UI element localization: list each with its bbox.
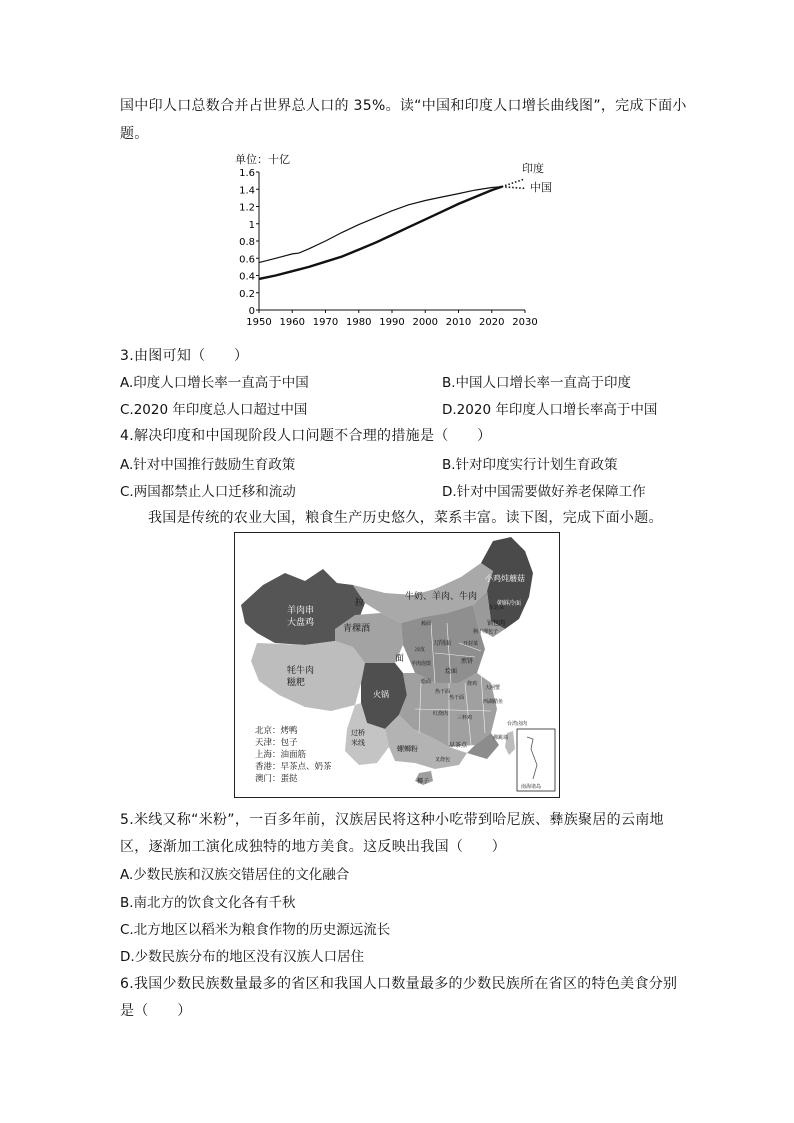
map-label-innermongolia: 牛奶、羊肉、牛肉 <box>405 592 478 602</box>
x-tick-label: 2000 <box>412 317 438 328</box>
q6-stem-1: 6.我国少数民族数量最多的省区和我国人口数量最多的少数民族所在省区的特色美食分别 <box>120 976 678 992</box>
y-tick-label: 1 <box>248 219 255 231</box>
legend-line-1: 天津：包子 <box>255 738 298 748</box>
projection-line-india <box>502 179 525 187</box>
map-label-small5: 热干面 <box>449 695 465 701</box>
y-tick-label: 0 <box>248 306 255 317</box>
q4-option-b[interactable]: B.针对印度实行计划生育政策 <box>442 457 618 473</box>
map-label-small8: 西湖醋鱼 <box>483 699 504 705</box>
map-legend <box>255 725 332 784</box>
map-label-shanxi: 刀削面 <box>433 640 452 647</box>
y-tick-label: 0.8 <box>239 237 255 248</box>
series-line-india <box>259 187 502 279</box>
china-food-map <box>235 533 559 797</box>
map-label-small3: 烩面 <box>421 679 432 685</box>
x-tick-label: 1980 <box>346 317 372 328</box>
map-label-small17: 东北菜 <box>489 605 505 611</box>
q5-option-c[interactable]: C.北方地区以稻米为粮食作物的历史源远流长 <box>120 922 391 938</box>
intro2-line: 我国是传统的农业大国，粮食生产历史悠久，菜系丰富。读下图，完成下面小题。 <box>148 510 663 526</box>
map-label-qinghai: 青稞酒 <box>343 624 371 634</box>
y-tick-label: 0.4 <box>239 271 255 283</box>
map-label-small15: 狗不理包子 <box>473 629 499 635</box>
legend-china: 中国 <box>530 181 552 194</box>
q3-option-b[interactable]: B.中国人口增长率一直高于印度 <box>442 375 632 391</box>
chart-unit-label: 单位：十亿 <box>235 153 290 166</box>
map-label-small4: 开封菜 <box>463 641 479 647</box>
legend-line-4: 澳门：蛋挞 <box>255 774 298 784</box>
map-label-guangdong: 早茶点 <box>449 742 468 749</box>
x-tick-label: 1970 <box>312 317 339 328</box>
map-label-henan: 烩面 <box>445 668 458 675</box>
map-label-guangxi: 螺蛳粉 <box>397 745 418 753</box>
q4-option-c[interactable]: C.两国都禁止人口迁移和流动 <box>120 484 296 500</box>
map-label-small10: 凉皮 <box>415 647 426 653</box>
legend-line-2: 上海：油面筋 <box>255 750 307 760</box>
q3-option-a[interactable]: A.印度人口增长率一直高于中国 <box>120 375 309 391</box>
map-label-heilongjiang: 小鸡炖蘑菇 <box>485 574 525 583</box>
food-map-frame <box>234 532 560 798</box>
q5-option-a[interactable]: A.少数民族和汉族交错居住的文化融合 <box>120 867 350 883</box>
x-tick-label: 1990 <box>379 317 405 328</box>
map-label-small6: 红烧肉 <box>433 711 449 717</box>
y-tick-label: 1.6 <box>239 168 255 179</box>
map-label-small1: 莜面 <box>421 621 432 627</box>
population-chart <box>225 150 560 335</box>
legend-line-0: 北京：烤鸭 <box>255 726 298 736</box>
x-tick-label: 2020 <box>479 317 505 328</box>
q3-stem: 3.由图可知（ ） <box>120 348 249 364</box>
intro-line-2: 题。 <box>120 126 149 142</box>
projection-line-china <box>502 187 525 189</box>
map-label-small2: 羊肉泡馍 <box>411 661 432 667</box>
map-label-small9: 佛跳墙 <box>493 735 509 741</box>
x-tick-label: 2030 <box>512 317 538 328</box>
map-label-liaoning: 锅包肉 <box>487 620 506 627</box>
series-line-china <box>259 187 502 263</box>
region-tibet <box>251 641 365 711</box>
q6-stem-2: 是（ ） <box>120 1003 192 1019</box>
y-tick-label: 0.2 <box>239 288 255 300</box>
map-label-sichuan: 火锅 <box>373 690 389 699</box>
inset-label: 南海诸岛 <box>521 784 542 790</box>
map-label-xinjiang: 羊肉串大盘鸡 <box>287 606 315 628</box>
x-tick-label: 1960 <box>279 317 305 328</box>
q5-option-b[interactable]: B.南北方的饮食文化各有千秋 <box>120 895 296 911</box>
q3-option-d[interactable]: D.2020 年印度人口增长率高于中国 <box>442 402 658 418</box>
map-label-tibet: 牦牛肉糍粑 <box>287 666 315 688</box>
map-label-shandong: 煎饼 <box>461 658 474 665</box>
inset-south-china-sea <box>517 729 555 791</box>
legend-india: 印度 <box>522 162 544 175</box>
y-tick-label: 1.4 <box>239 185 255 197</box>
intro-line-1: 国中印人口总数合并占世界总人口的 35%。读“中国和印度人口增长曲线图”，完成下面小 <box>120 98 687 114</box>
x-tick-label: 1950 <box>246 317 272 328</box>
map-label-la: 拉 <box>355 598 365 608</box>
legend-line-3: 香港：早茶点、奶茶 <box>255 762 332 772</box>
map-label-mian: 面 <box>395 654 405 664</box>
map-label-yunnan: 过桥米线 <box>351 729 365 747</box>
q5-stem-2: 区，逐渐加工演化成独特的地方美食。这反映出我国（ ） <box>120 839 507 855</box>
y-tick-label: 0.6 <box>239 254 255 266</box>
q4-option-a[interactable]: A.针对中国推行鼓励生育政策 <box>120 457 296 473</box>
q3-option-c[interactable]: C.2020 年印度总人口超过中国 <box>120 402 308 418</box>
map-label-hainan: 椰子 <box>417 778 430 785</box>
map-label-small13: 叉烧包 <box>435 757 451 763</box>
y-tick-label: 1.2 <box>239 202 255 214</box>
q5-stem-1: 5.米线又称“米粉”，一百多年前，汉族居民将这种小吃带到哈尼族、彝族聚居的云南地 <box>120 812 664 828</box>
map-label-small11: 热干面 <box>435 689 451 695</box>
map-label-jilin: 朝鲜冷面 <box>497 600 522 607</box>
map-label-small12: 烧鸡 <box>467 681 478 687</box>
map-label-small14: 大闸蟹 <box>485 685 501 691</box>
q5-option-d[interactable]: D.少数民族分布的地区没有汉族人口居住 <box>120 949 365 965</box>
x-tick-label: 2010 <box>445 317 472 328</box>
map-label-small16: 台湾卤肉 <box>507 721 528 727</box>
q4-stem: 4.解决印度和中国现阶段人口问题不合理的措施是（ ） <box>120 428 492 444</box>
map-label-small7: 三杯鸡 <box>457 715 473 721</box>
q4-option-d[interactable]: D.针对中国需要做好养老保障工作 <box>442 484 646 500</box>
